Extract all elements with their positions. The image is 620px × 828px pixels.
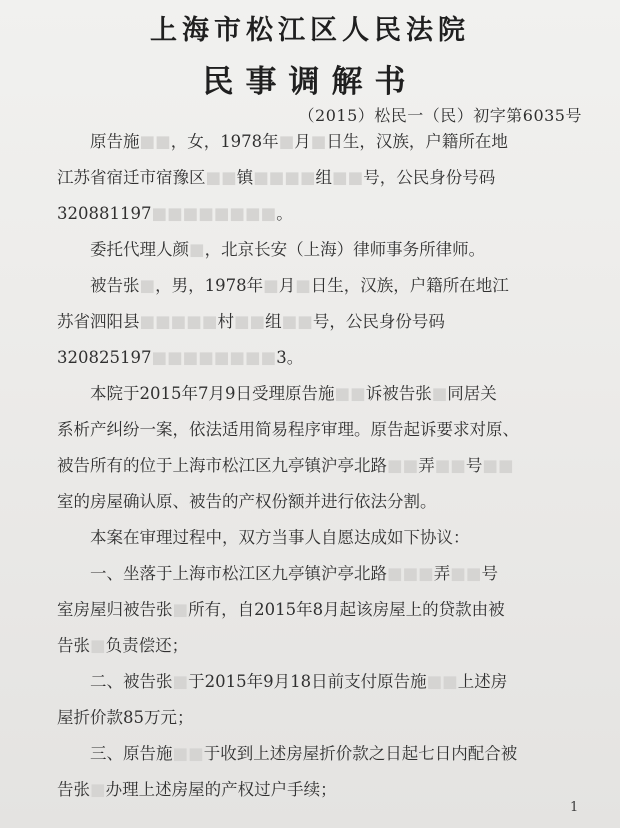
redacted-text: ■■	[205, 168, 237, 187]
redacted-text: ■	[263, 276, 279, 295]
redacted-text: ■■	[172, 744, 204, 763]
page-number: 1	[570, 800, 579, 815]
text-run: 被告所有的位于上海市松江区九亭镇沪亭北路	[57, 456, 387, 475]
redacted-text: ■	[310, 132, 327, 151]
redacted-text: ■	[189, 240, 205, 259]
paragraph-clause-1	[57, 556, 589, 664]
text-run: 320825197	[57, 348, 152, 367]
body-line	[57, 340, 589, 376]
redacted-text: ■■■■■	[139, 312, 218, 331]
text-run: 诉被告张	[365, 384, 432, 403]
body-line	[57, 232, 589, 268]
text-run: 村	[217, 312, 234, 331]
redacted-text: ■■■	[387, 564, 434, 583]
text-run: 二、被告张	[90, 672, 173, 691]
text-run: 一、坐落于上海市松江区九亭镇沪亭北路	[90, 564, 387, 583]
body-line: 系析产纠纷一案，依法适用简易程序审理。原告起诉要求对原、	[57, 420, 519, 439]
text-run: 所有，自2015年8月起该房屋上的贷款由被	[188, 600, 505, 619]
text-run: 本院于2015年7月9日受理原告施	[90, 384, 335, 403]
text-run: 于2015年9月18日前支付原告施	[188, 672, 427, 691]
redacted-text: ■■■■■■■■	[151, 204, 277, 223]
body-line	[57, 772, 589, 808]
text-run: 委托代理人颜	[90, 240, 189, 259]
body-line	[57, 664, 589, 700]
text-run: 告张	[57, 636, 90, 655]
text-run: 月	[294, 132, 311, 151]
text-run: 日生，汉族，户籍所在地江	[310, 276, 509, 295]
body-line	[57, 376, 589, 412]
redacted-text: ■■	[387, 456, 419, 475]
body-line	[57, 448, 589, 484]
body-line: 室的房屋确认原、被告的产权份额并进行依法分割。	[57, 492, 437, 511]
text-run: 日生，汉族，户籍所在地	[326, 132, 508, 151]
case-number: （2015）松民一（民）初字第6035号	[298, 106, 582, 125]
text-run: 镇	[236, 168, 254, 187]
redacted-text: ■■	[426, 672, 458, 691]
redacted-text: ■	[278, 132, 295, 151]
redacted-text: ■■	[334, 384, 366, 403]
text-run: 负责偿还；	[105, 636, 189, 655]
redacted-text: ■	[172, 600, 189, 619]
text-run: 三、原告施	[90, 744, 173, 763]
text-run: ，女，1978年	[170, 132, 279, 151]
redacted-text: ■	[295, 276, 311, 295]
text-run: 苏省泗阳县	[57, 312, 140, 331]
paragraph-plaintiff	[57, 124, 589, 232]
text-run: 被告张	[90, 276, 140, 295]
redacted-text: ■■	[281, 312, 313, 331]
body-line	[57, 160, 589, 196]
text-run: 弄	[418, 456, 435, 475]
redacted-text: ■■■■	[253, 168, 316, 187]
paragraph-clause-3	[57, 736, 589, 808]
text-run: 上述房	[457, 672, 508, 691]
paragraph-agent	[57, 232, 589, 268]
paragraph-agreement-intro	[57, 520, 589, 556]
body-line	[57, 268, 589, 304]
paragraph-clause-2	[57, 664, 589, 736]
document-type-heading: 民事调解书	[202, 64, 418, 100]
document-body	[57, 124, 589, 808]
body-line	[57, 592, 589, 628]
body-line	[57, 556, 589, 592]
body-line: 本案在审理过程中，双方当事人自愿达成如下协议：	[90, 528, 470, 547]
text-run: 弄	[433, 564, 451, 583]
court-name-heading: 上海市松江区人民法院	[150, 15, 470, 46]
paragraph-case-intro	[57, 376, 589, 520]
text-run: 室房屋归被告张	[57, 600, 173, 619]
text-run: 江苏省宿迁市宿豫区	[57, 168, 206, 187]
text-run: 。	[276, 204, 293, 223]
redacted-text: ■■■■■■■■	[151, 348, 277, 367]
redacted-text: ■	[431, 384, 448, 403]
text-run: 办理上述房屋的产权过户手续；	[105, 780, 337, 799]
body-line	[57, 628, 589, 664]
redacted-text: ■■	[450, 564, 482, 583]
text-run: 原告施	[90, 132, 140, 151]
redacted-text: ■	[90, 780, 106, 799]
body-line	[57, 124, 589, 160]
redacted-text: ■■	[139, 132, 171, 151]
text-run: ，男，1978年	[155, 276, 264, 295]
body-line	[57, 196, 589, 232]
text-run: 告张	[57, 780, 90, 799]
text-run: 号	[465, 456, 483, 475]
redacted-text: ■■	[482, 456, 514, 475]
body-line: 屋折价款85万元；	[57, 708, 194, 727]
text-run: 于收到上述房屋折价款之日起七日内配合被	[203, 744, 518, 763]
text-run: 同居关	[447, 384, 497, 403]
body-line	[57, 736, 589, 772]
redacted-text: ■	[172, 672, 189, 691]
redacted-text: ■■	[434, 456, 466, 475]
text-run: 3。	[276, 348, 304, 367]
redacted-text: ■	[139, 276, 156, 295]
text-run: 组	[315, 168, 333, 187]
text-run: ，北京长安（上海）律师事务所律师。	[204, 240, 486, 259]
redacted-text: ■■	[233, 312, 266, 331]
text-run: 号	[481, 564, 498, 583]
text-run: 号，公民身份号码	[363, 168, 496, 187]
paragraph-defendant	[57, 268, 589, 376]
text-run: 月	[278, 276, 296, 295]
text-run: 320881197	[57, 204, 152, 223]
body-line	[57, 304, 589, 340]
redacted-text: ■■	[332, 168, 364, 187]
redacted-text: ■	[90, 636, 106, 655]
text-run: 组	[265, 312, 282, 331]
text-run: 号，公民身份号码	[312, 312, 445, 331]
